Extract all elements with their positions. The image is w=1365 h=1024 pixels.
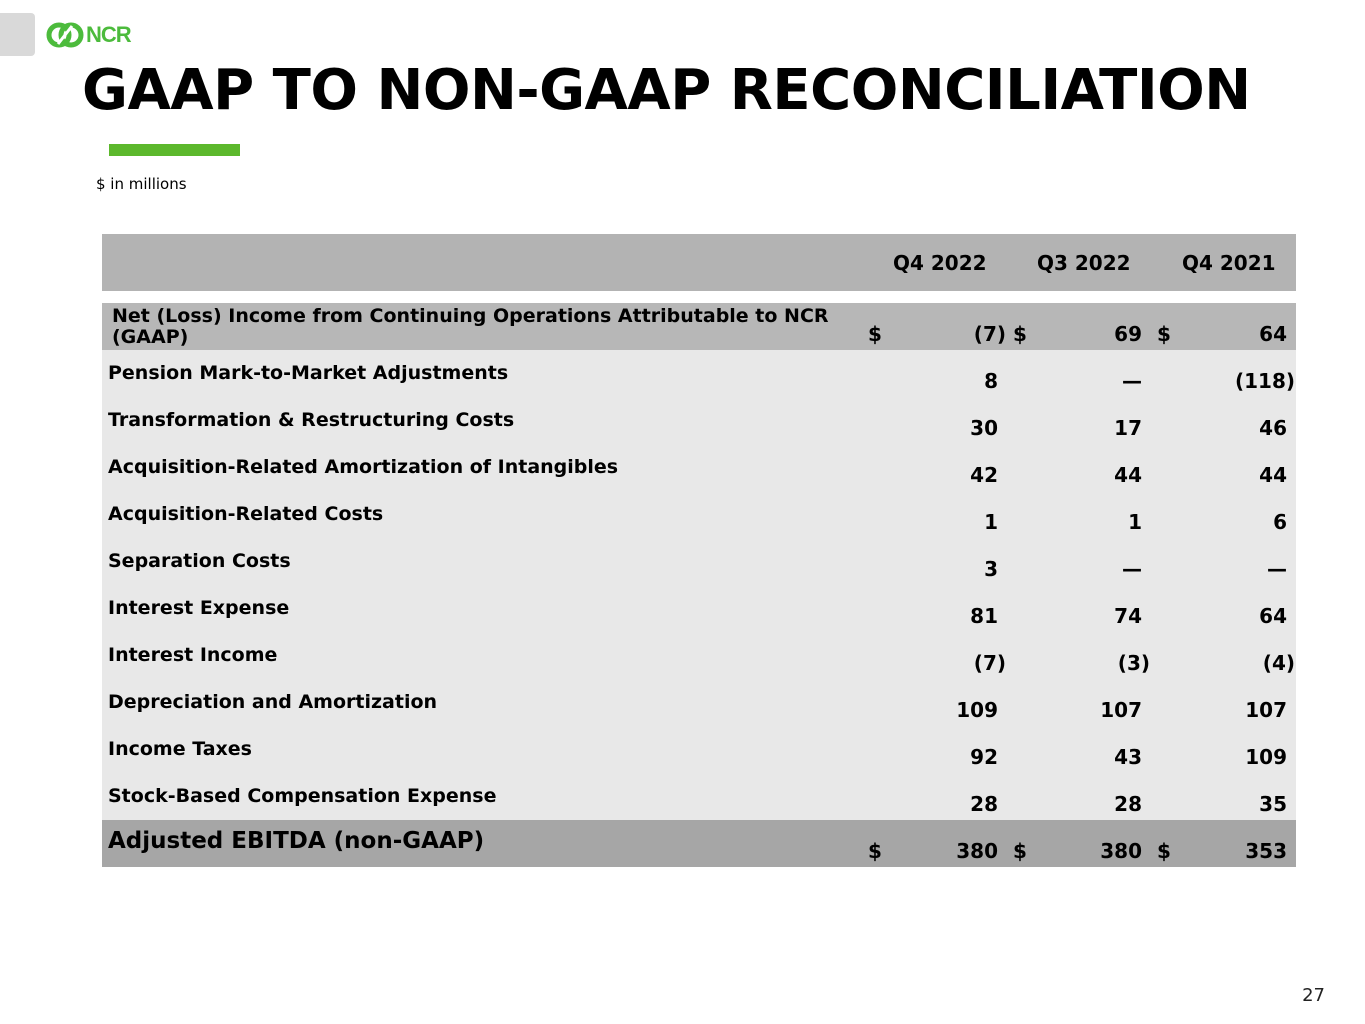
cell-value: 44 (1114, 463, 1142, 487)
units-note: $ in millions (96, 175, 187, 193)
cell-value: 28 (970, 792, 998, 816)
table-row (102, 538, 1296, 585)
row-label: Income Taxes (108, 738, 252, 760)
cell-value: (7) (973, 651, 1006, 675)
dollar-sign: $ (1157, 322, 1171, 346)
cell-value: 3 (984, 557, 998, 581)
cell-value: 43 (1114, 745, 1142, 769)
row-label: Pension Mark-to-Market Adjustments (108, 362, 509, 384)
table-row (102, 491, 1296, 538)
table-row (102, 820, 1296, 867)
cell-value: 81 (970, 604, 998, 628)
cell-value: 92 (970, 745, 998, 769)
cell-value: — (1122, 369, 1142, 393)
cell-value: 17 (1114, 416, 1142, 440)
cell-value: 8 (984, 369, 998, 393)
row-label: Acquisition-Related Costs (108, 503, 384, 525)
cell-value: — (1122, 557, 1142, 581)
row-label: Acquisition-Related Amortization of Intangibles (108, 456, 619, 478)
cell-value: (4) (1262, 651, 1295, 675)
cell-value: 107 (1245, 698, 1287, 722)
column-header: Q4 2022 (893, 251, 987, 275)
logo-text: NCR (86, 22, 131, 47)
table-row (102, 773, 1296, 820)
cell-value: — (1267, 557, 1287, 581)
row-label: Interest Expense (108, 597, 290, 619)
cell-value: 30 (970, 416, 998, 440)
row-label: Separation Costs (108, 550, 291, 572)
table-header (102, 234, 1296, 291)
cell-value: 74 (1114, 604, 1142, 628)
table-row (102, 726, 1296, 773)
cell-value: (118) (1234, 369, 1295, 393)
table-row (102, 632, 1296, 679)
cell-value: 35 (1259, 792, 1287, 816)
dollar-sign: $ (868, 322, 882, 346)
table-row (102, 585, 1296, 632)
dollar-sign: $ (1013, 322, 1027, 346)
row-label: Stock-Based Compensation Expense (108, 785, 497, 807)
column-header: Q3 2022 (1037, 251, 1131, 275)
cell-value: 1 (984, 510, 998, 534)
cell-value: 6 (1273, 510, 1287, 534)
dollar-sign: $ (868, 839, 882, 863)
cell-value: (3) (1117, 651, 1150, 675)
row-label: Interest Income (108, 644, 278, 666)
cell-value: 107 (1100, 698, 1142, 722)
table-row (102, 303, 1296, 350)
page-number: 27 (1302, 985, 1325, 1006)
slide-tab (0, 13, 35, 56)
cell-value: 44 (1259, 463, 1287, 487)
cell-value: 46 (1259, 416, 1287, 440)
cell-value: 109 (956, 698, 998, 722)
cell-value: 42 (970, 463, 998, 487)
table-row (102, 444, 1296, 491)
dollar-sign: $ (1157, 839, 1171, 863)
cell-value: 109 (1245, 745, 1287, 769)
table-row (102, 679, 1296, 726)
cell-value: (7) (973, 322, 1006, 346)
table-row (102, 350, 1296, 397)
cell-value: 380 (956, 839, 998, 863)
cell-value: 1 (1128, 510, 1142, 534)
ncr-logo (46, 18, 131, 52)
row-label: Transformation & Restructuring Costs (108, 409, 515, 431)
cell-value: 64 (1259, 322, 1287, 346)
row-label: Adjusted EBITDA (non-GAAP) (108, 828, 485, 854)
ncr-logo-icon (46, 18, 84, 52)
cell-value: 353 (1245, 839, 1287, 863)
cell-value: 69 (1114, 322, 1142, 346)
row-label: Net (Loss) Income from Continuing Operations Attributable to NCR (GAAP) (112, 305, 829, 348)
column-header: Q4 2021 (1182, 251, 1276, 275)
cell-value: 28 (1114, 792, 1142, 816)
cell-value: 380 (1100, 839, 1142, 863)
page-title: GAAP TO NON-GAAP RECONCILIATION (82, 58, 1251, 123)
row-label: Depreciation and Amortization (108, 691, 438, 713)
title-accent-bar (109, 144, 240, 156)
dollar-sign: $ (1013, 839, 1027, 863)
table-row (102, 397, 1296, 444)
cell-value: 64 (1259, 604, 1287, 628)
